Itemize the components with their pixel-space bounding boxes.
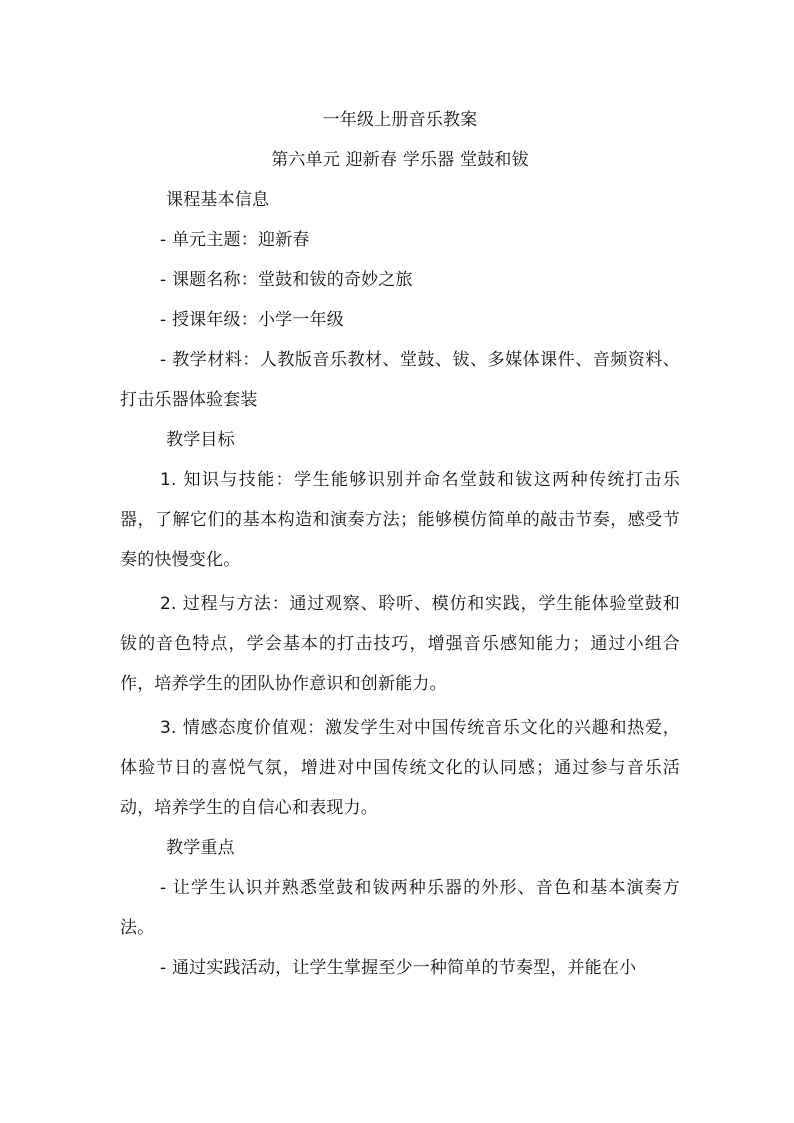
basic-info-item-materials: - 教学材料：人教版音乐教材、堂鼓、钹、多媒体课件、音频资料、打击乐器体验套装 [120,350,680,410]
objective-values: 3. 情感态度价值观：激发学生对中国传统音乐文化的兴趣和热爱，体验节日的喜悦气氛，增进对中国传统文化的认同感；通过参与音乐活动，培养学生的自信心和表现力。 [120,718,680,818]
document-subtitle: 第六单元 迎新春 学乐器 堂鼓和钹 [271,150,529,170]
objectives-heading: 教学目标 [166,430,235,450]
basic-info-item-unit-theme: - 单元主题：迎新春 [160,230,310,250]
objective-knowledge-skills: 1. 知识与技能：学生能够识别并命名堂鼓和钹这两种传统打击乐器，了解它们的基本构造和演奏方法；能够模仿简单的敲击节奏，感受节奏的快慢变化。 [120,470,680,570]
basic-info-item-grade: - 授课年级：小学一年级 [160,310,344,330]
key-point-rhythm-practice: - 通过实践活动，让学生掌握至少一种简单的节奏型，并能在小 [160,958,637,978]
document-content [120,100,680,988]
basic-info-item-lesson-title: - 课题名称：堂鼓和钹的奇妙之旅 [160,270,413,290]
document-title: 一年级上册音乐教案 [322,110,478,130]
key-point-recognize-instruments: - 让学生认识并熟悉堂鼓和钹两种乐器的外形、音色和基本演奏方法。 [120,878,680,938]
key-points-heading: 教学重点 [166,838,235,858]
objective-process-methods: 2. 过程与方法：通过观察、聆听、模仿和实践，学生能体验堂鼓和钹的音色特点，学会基本的打击技巧，增强音乐感知能力；通过小组合作，培养学生的团队协作意识和创新能力。 [120,594,680,694]
basic-info-heading: 课程基本信息 [166,190,270,210]
